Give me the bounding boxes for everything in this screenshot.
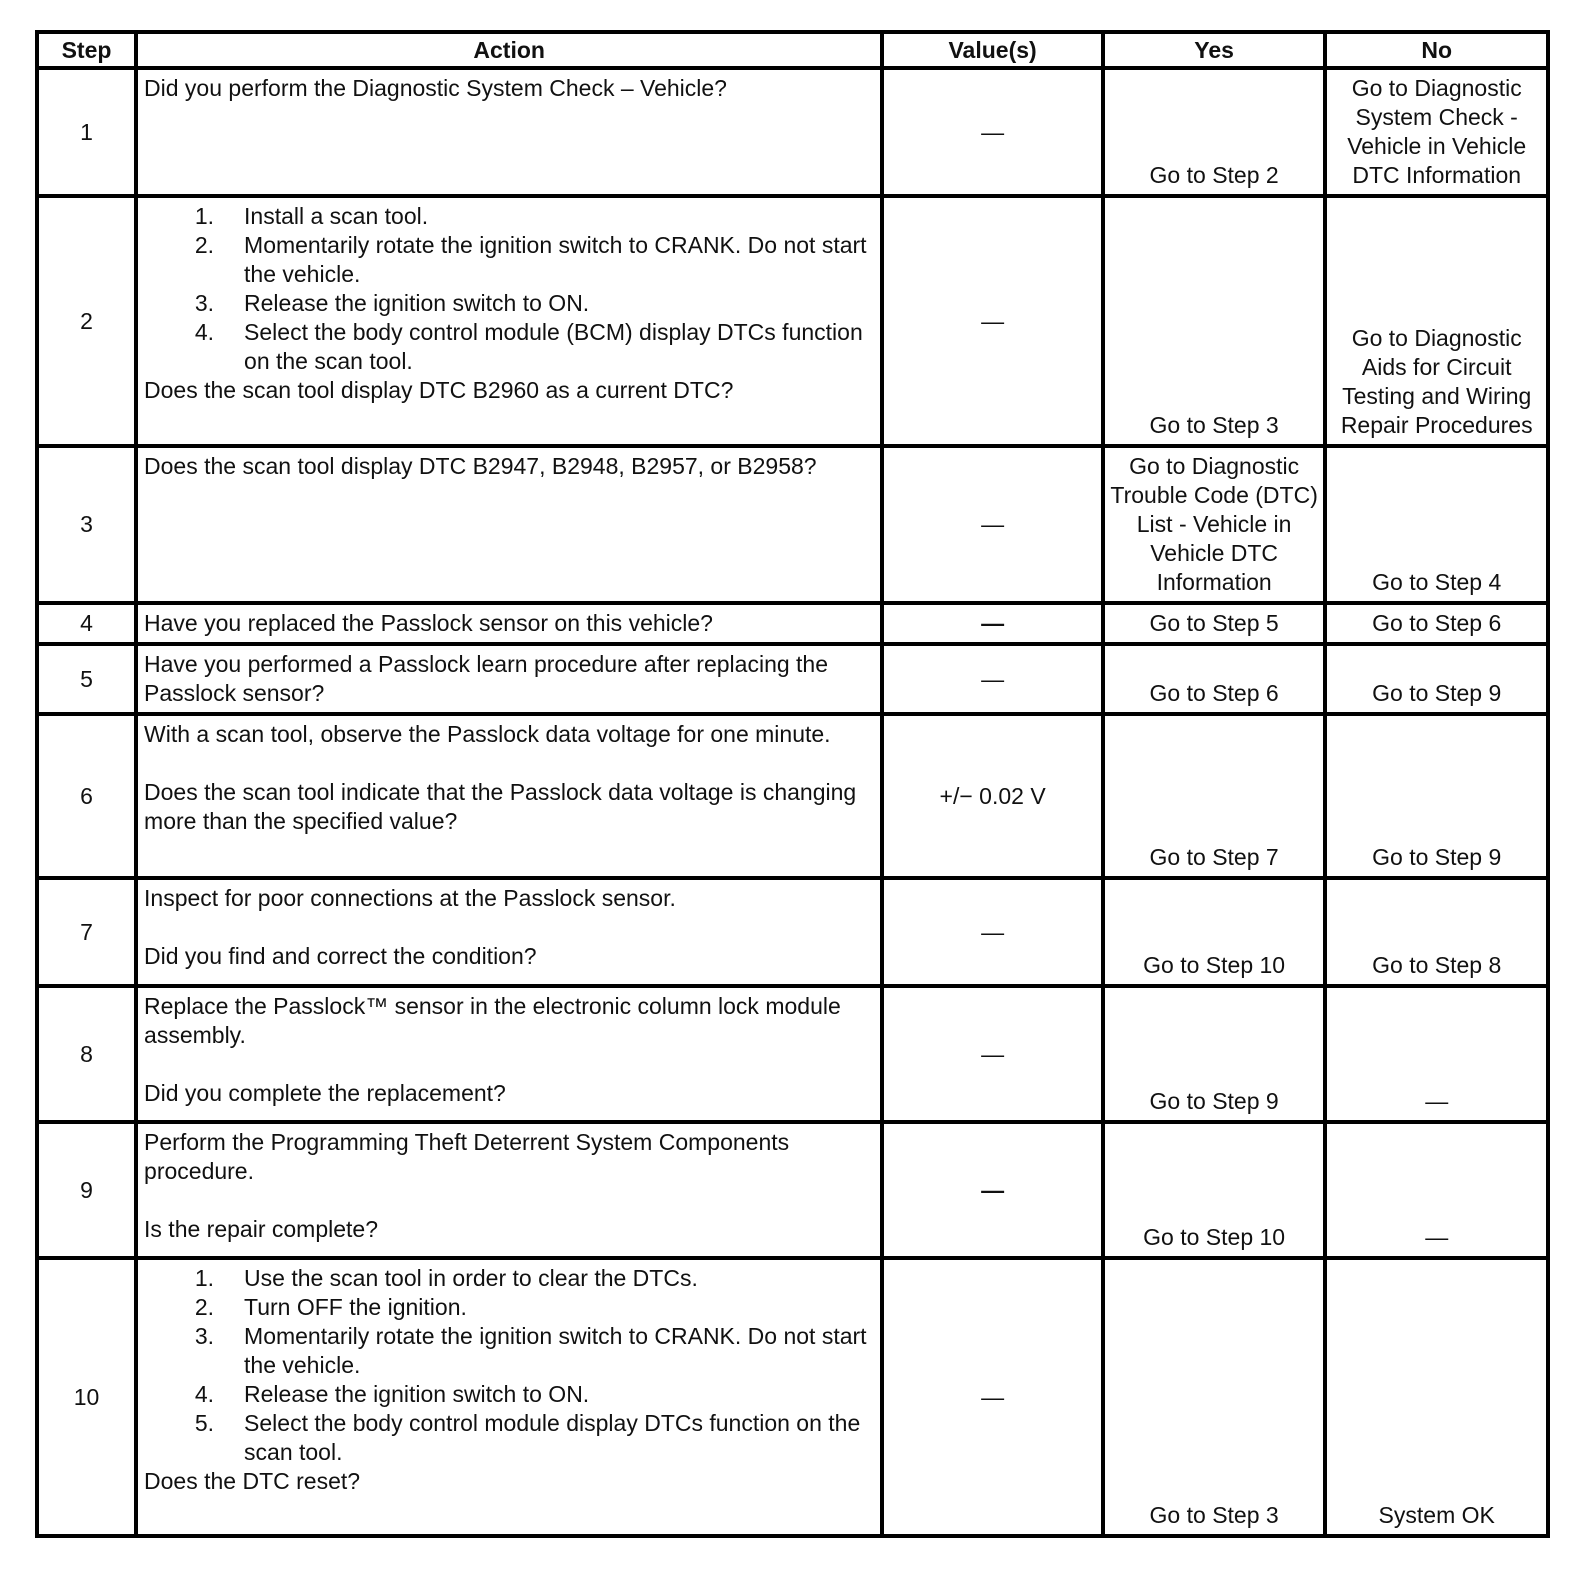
action-text	[136, 196, 882, 446]
action-instruction: Inspect for poor connections at the Passlock sensor.	[144, 885, 676, 911]
table-row	[37, 1258, 1548, 1536]
table-row	[37, 714, 1548, 878]
action-instruction: Replace the Passlock™ sensor in the electronic column lock module assembly.	[144, 993, 841, 1048]
procedure-list	[144, 1264, 874, 1467]
no-cell: Go to Diagnostic System Check - Vehicle in Vehicle DTC Information	[1325, 68, 1548, 196]
step-number: 8	[37, 986, 136, 1122]
value-cell: —	[882, 68, 1103, 196]
table-row	[37, 1122, 1548, 1258]
action-text	[136, 644, 882, 714]
yes-cell: Go to Step 3	[1103, 196, 1326, 446]
action-question: Did you perform the Diagnostic System Check – Vehicle?	[144, 75, 727, 101]
no-cell: Go to Diagnostic Aids for Circuit Testing and Wiring Repair Procedures	[1325, 196, 1548, 446]
action-question: Have you replaced the Passlock sensor on this vehicle?	[144, 610, 713, 636]
action-question: Does the scan tool display DTC B2947, B2948, B2957, or B2958?	[144, 453, 817, 479]
action-text	[136, 986, 882, 1122]
list-item: 1. Install a scan tool.	[194, 203, 429, 229]
table-row	[37, 196, 1548, 446]
no-cell: —	[1325, 986, 1548, 1122]
table-row	[37, 644, 1548, 714]
list-item: 2. Turn OFF the ignition.	[194, 1294, 467, 1320]
yes-cell: Go to Step 5	[1103, 603, 1326, 644]
table-row	[37, 603, 1548, 644]
header-no: No	[1325, 32, 1548, 68]
action-question: Did you complete the replacement?	[144, 1080, 506, 1106]
yes-cell: Go to Step 10	[1103, 1122, 1326, 1258]
action-question: Does the scan tool display DTC B2960 as a current DTC?	[144, 377, 734, 403]
procedure-list	[144, 202, 874, 376]
step-number: 3	[37, 446, 136, 603]
step-number: 10	[37, 1258, 136, 1536]
table-row	[37, 878, 1548, 986]
no-cell: Go to Step 8	[1325, 878, 1548, 986]
step-number: 4	[37, 603, 136, 644]
list-item: 5. Select the body control module display DTCs function on the scan tool.	[194, 1410, 861, 1465]
value-cell: —	[882, 446, 1103, 603]
yes-cell: Go to Step 2	[1103, 68, 1326, 196]
header-step: Step	[37, 32, 136, 68]
action-text	[136, 446, 882, 603]
value-cell: —	[882, 1122, 1103, 1258]
action-text	[136, 1258, 882, 1536]
header-action: Action	[136, 32, 882, 68]
value-cell: +/− 0.02 V	[882, 714, 1103, 878]
list-item: 4. Release the ignition switch to ON.	[194, 1381, 590, 1407]
value-cell: —	[882, 196, 1103, 446]
value-cell: —	[882, 644, 1103, 714]
action-question: Does the scan tool indicate that the Passlock data voltage is changing more than the specified value?	[144, 779, 857, 834]
action-question: Did you find and correct the condition?	[144, 943, 537, 969]
no-cell: —	[1325, 1122, 1548, 1258]
action-question: Is the repair complete?	[144, 1216, 378, 1242]
action-text	[136, 878, 882, 986]
value-cell: —	[882, 1258, 1103, 1536]
action-instruction: With a scan tool, observe the Passlock data voltage for one minute.	[144, 721, 831, 747]
list-item: 1. Use the scan tool in order to clear the DTCs.	[194, 1265, 698, 1291]
no-cell: Go to Step 6	[1325, 603, 1548, 644]
value-cell: —	[882, 603, 1103, 644]
no-cell: Go to Step 9	[1325, 714, 1548, 878]
yes-cell: Go to Step 9	[1103, 986, 1326, 1122]
value-cell: —	[882, 878, 1103, 986]
table-row	[37, 446, 1548, 603]
diagnostic-table	[35, 30, 1550, 1538]
no-cell: Go to Step 4	[1325, 446, 1548, 603]
action-question: Does the DTC reset?	[144, 1468, 361, 1494]
header-row	[37, 32, 1548, 68]
list-item: 2. Momentarily rotate the ignition switch to CRANK. Do not start the vehicle.	[194, 232, 867, 287]
action-text	[136, 603, 882, 644]
step-number: 1	[37, 68, 136, 196]
step-number: 9	[37, 1122, 136, 1258]
header-values: Value(s)	[882, 32, 1103, 68]
step-number: 5	[37, 644, 136, 714]
no-cell: Go to Step 9	[1325, 644, 1548, 714]
yes-cell: Go to Step 6	[1103, 644, 1326, 714]
action-text	[136, 714, 882, 878]
no-cell: System OK	[1325, 1258, 1548, 1536]
list-item: 3. Momentarily rotate the ignition switch to CRANK. Do not start the vehicle.	[194, 1323, 867, 1378]
action-text	[136, 68, 882, 196]
header-yes: Yes	[1103, 32, 1326, 68]
list-item: 4. Select the body control module (BCM) display DTCs function on the scan tool.	[194, 319, 863, 374]
table-row	[37, 986, 1548, 1122]
yes-cell: Go to Step 10	[1103, 878, 1326, 986]
step-number: 6	[37, 714, 136, 878]
action-question: Have you performed a Passlock learn procedure after replacing the Passlock sensor?	[144, 651, 829, 706]
yes-cell: Go to Step 3	[1103, 1258, 1326, 1536]
value-cell: —	[882, 986, 1103, 1122]
table-row	[37, 68, 1548, 196]
list-item: 3. Release the ignition switch to ON.	[194, 290, 590, 316]
action-text	[136, 1122, 882, 1258]
step-number: 7	[37, 878, 136, 986]
action-instruction: Perform the Programming Theft Deterrent System Components procedure.	[144, 1129, 790, 1184]
yes-cell: Go to Diagnostic Trouble Code (DTC) List - Vehicle in Vehicle DTC Information	[1103, 446, 1326, 603]
yes-cell: Go to Step 7	[1103, 714, 1326, 878]
step-number: 2	[37, 196, 136, 446]
